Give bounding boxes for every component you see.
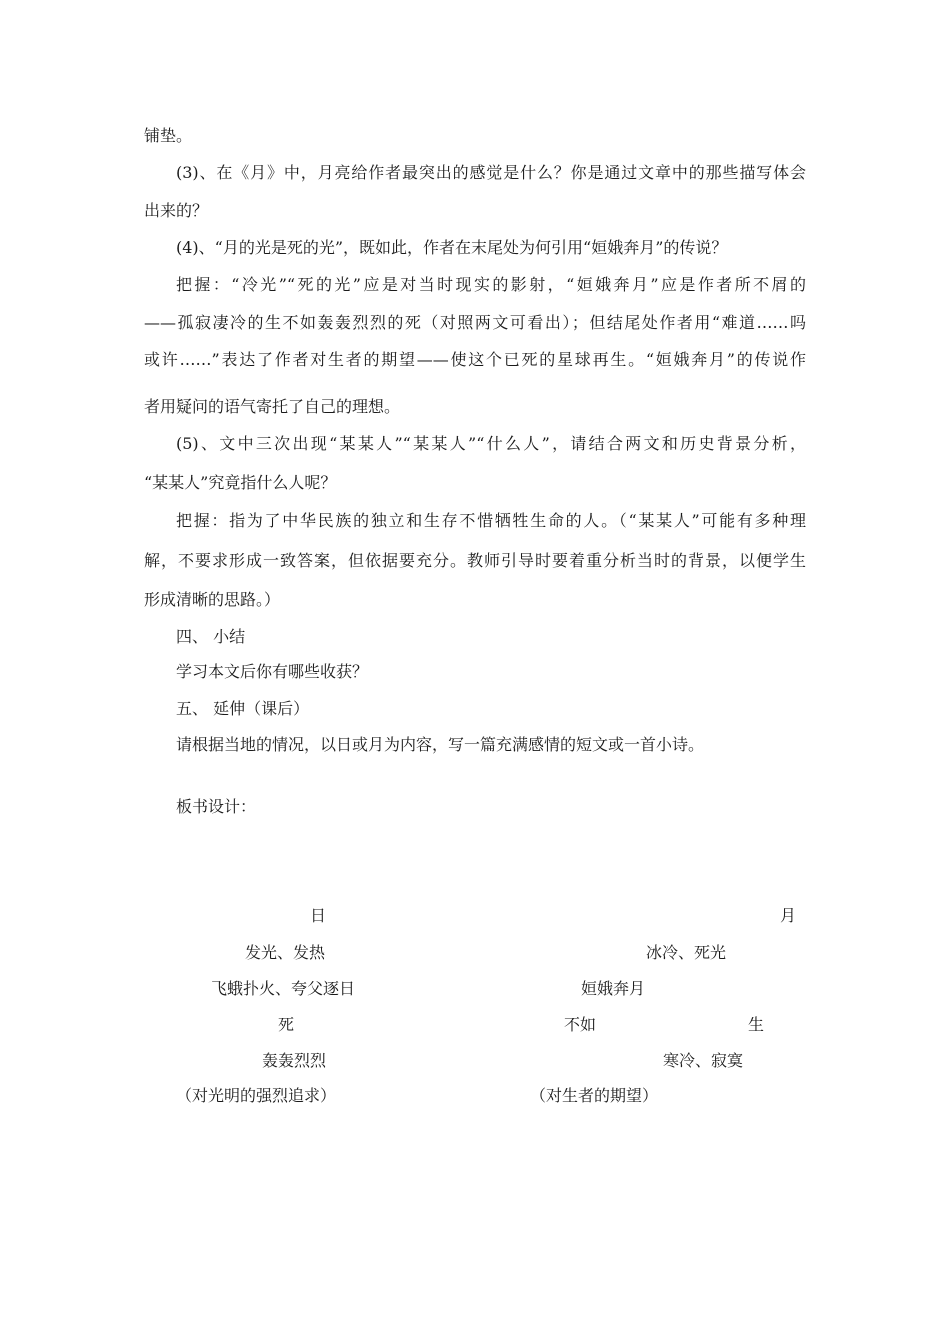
board-sun-title: 日 — [310, 906, 327, 925]
board-sun-story: 飞蛾扑火、夸父逐日 — [211, 979, 356, 998]
answer-4-line: ——孤寂凄冷的生不如轰轰烈烈的死（对照两文可看出）；但结尾处作者用“难道……吗 — [144, 313, 806, 332]
board-sun-quality: 轰轰烈烈 — [262, 1051, 327, 1070]
answer-4-line: 把握：“冷光”“死的光”应是对当时现实的影射，“姮娥奔月”应是作者所不屑的 — [176, 275, 806, 294]
answer-5-line: 把握：指为了中华民族的独立和生存不惜牺牲生命的人。（“某某人”可能有多种理 — [176, 511, 806, 530]
board-sun-trait: 发光、发热 — [245, 943, 326, 962]
blackboard-heading: 板书设计： — [176, 797, 257, 816]
paragraph-line: 铺垫。 — [144, 126, 193, 145]
question-4: (4)、“月的光是死的光”，既如此，作者在末尾处为何引用“姮娥奔月”的传说？ — [176, 238, 728, 257]
board-moon-story: 姮娥奔月 — [581, 979, 646, 998]
summary-text: 学习本文后你有哪些收获？ — [176, 662, 369, 681]
board-moon-meaning: （对生者的期望） — [530, 1086, 659, 1105]
board-life: 生 — [748, 1015, 765, 1034]
board-moon-title: 月 — [780, 906, 797, 925]
board-death: 死 — [278, 1015, 295, 1034]
question-3: (3)、在《月》中，月亮给作者最突出的感觉是什么？你是通过文章中的那些描写体会 — [176, 163, 806, 182]
question-5-line: “某某人”究竟指什么人呢？ — [144, 473, 337, 492]
answer-4-line: 者用疑问的语气寄托了自己的理想。 — [144, 397, 401, 416]
answer-5-line: 形成清晰的思路。） — [144, 590, 281, 609]
answer-4-line: 或许……”表达了作者对生者的期望——使这个已死的星球再生。“姮娥奔月”的传说作 — [144, 350, 806, 369]
section-extension-heading: 五、 延伸（课后） — [176, 699, 310, 718]
extension-text: 请根据当地的情况，以日或月为内容，写一篇充满感情的短文或一首小诗。 — [176, 735, 705, 754]
board-sun-meaning: （对光明的强烈追求） — [176, 1086, 337, 1105]
question-5: (5)、文中三次出现“某某人”“某某人”“什么人”，请结合两文和历史背景分析， — [176, 434, 806, 453]
answer-5-line: 解，不要求形成一致答案，但依据要充分。教师引导时要着重分析当时的背景，以便学生 — [144, 551, 806, 570]
section-summary-heading: 四、 小结 — [176, 627, 246, 646]
board-moon-quality: 寒冷、寂寞 — [663, 1051, 744, 1070]
board-comparison: 不如 — [564, 1015, 597, 1034]
board-moon-trait: 冰冷、死光 — [646, 943, 727, 962]
paragraph-line: 出来的？ — [144, 201, 209, 220]
